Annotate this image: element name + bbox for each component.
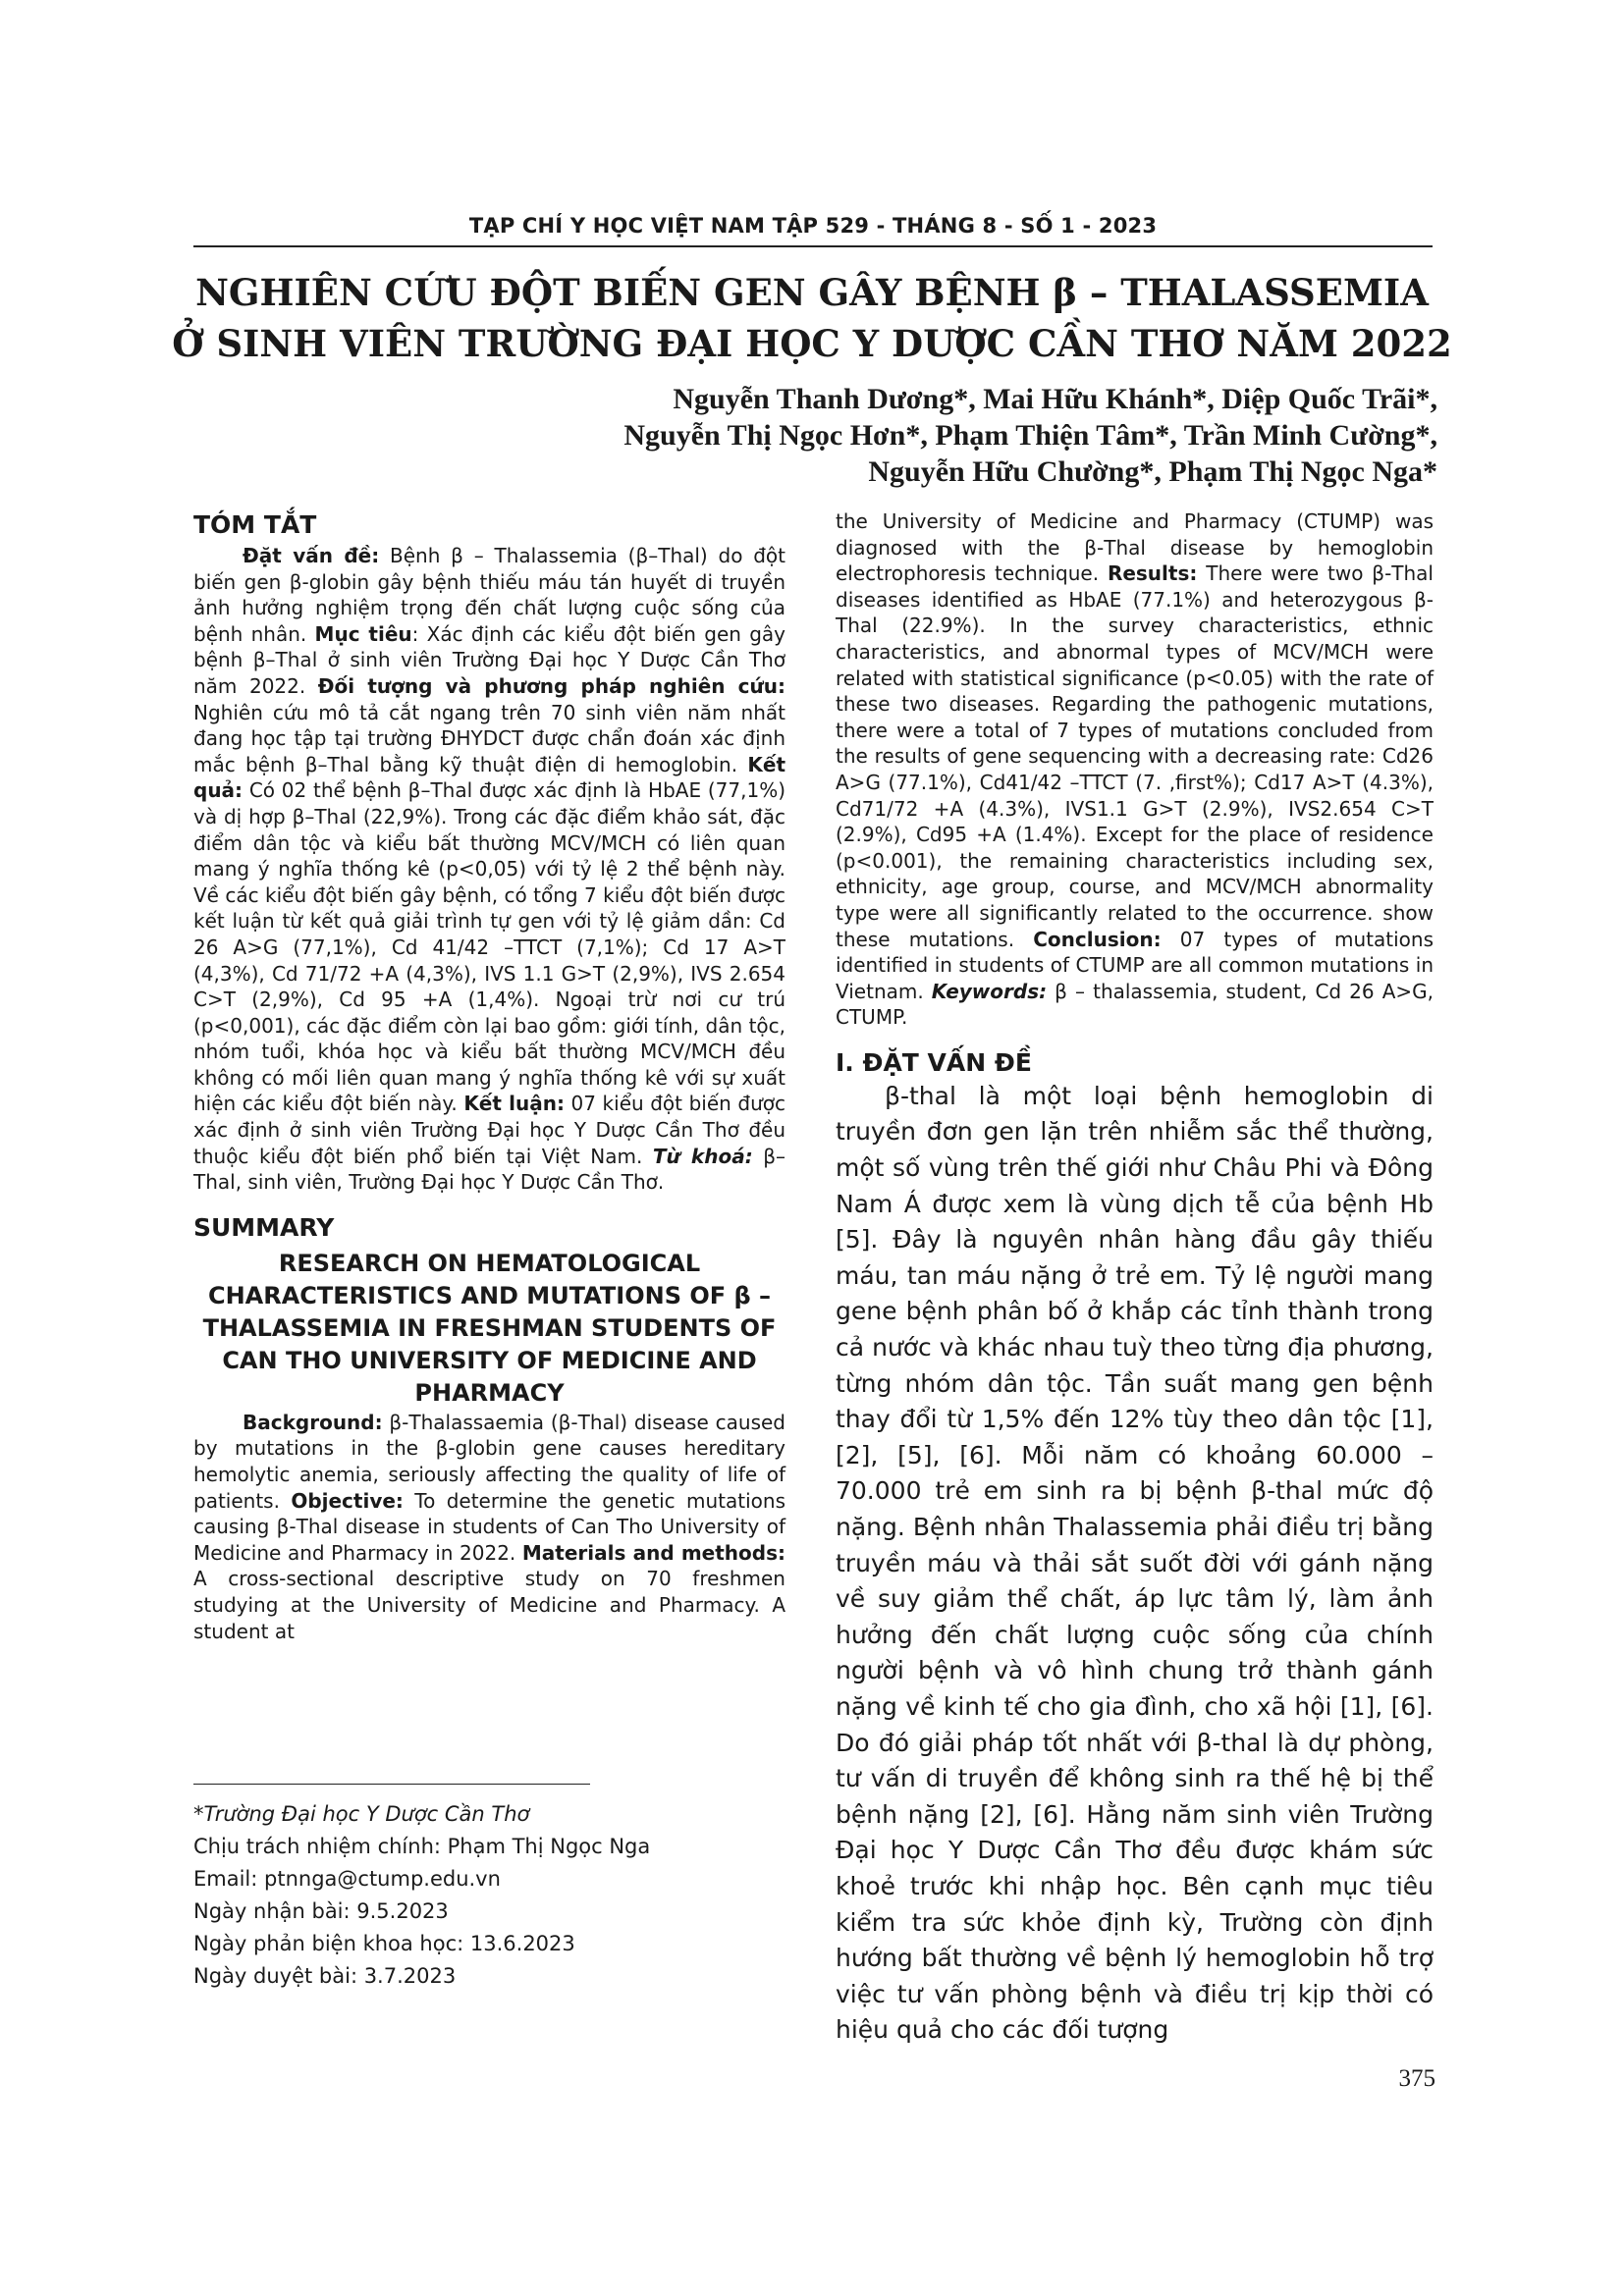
en-abstract-paragraph: [193, 1410, 785, 1644]
vi-results-text: Có 02 thể bệnh β–Thal được xác định là HbAE (77,1%) và dị hợp β–Thal (22,9%). Trong các đặc điểm khảo sát, đặc điểm dân tộc và kiểu bất thường MCV/MCH có liên quan mang ý nghĩa thống kê (p<0,05) với tỷ lệ 2 thể bệnh này. Về các kiểu đột biến gây bệnh, có tổng 7 kiểu đột biến được kết luận từ kết quả giải trình tự gen với tỷ lệ giảm dần: Cd 26 A>G (77,1%), Cd 41/42 –TTCT (7,1%); Cd 17 A>T (4,3%), Cd 71/72 +A (4,3%), IVS 1.1 G>T (2,9%), IVS 2.654 C>T (2,9%), Cd 95 +A (1,4%). Ngoại trừ nơi cư trú (p<0,001), các đặc điểm còn lại bao gồm: giới tính, dân tộc, nhóm tuổi, khóa học và kiểu bất thường MCV/MCH đều không có mối liên quan mang ý nghĩa thống kê với sự xuất hiện các kiểu đột biến này.: [193, 778, 785, 1116]
footnotes: [193, 1798, 783, 1993]
en-objective-text: To determine the genetic mutations causing β-Thal disease in students of Can Tho University of Medicine and Pharmacy in 2022.: [193, 1488, 785, 1565]
en-abstract-left: [193, 1410, 785, 1644]
en-objective-label: Objective:: [291, 1488, 404, 1513]
footnote-email: Email: ptnnga@ctump.edu.vn: [193, 1867, 501, 1891]
section-1-paragraph: β-thal là một loại bệnh hemoglobin di truyền đơn gen lặn trên nhiễm sắc thể thường, một số vùng trên thế giới như Châu Phi và Đông Nam Á được xem là vùng dịch tễ của bệnh Hb [5]. Đây là nguyên nhân hàng đầu gây thiếu máu, tan máu nặng ở trẻ em. Tỷ lệ người mang gene bệnh phân bố ở khắp các tỉnh thành trong cả nước và khác nhau tuỳ theo từng địa phương, từng nhóm dân tộc. Tần suất mang gen bệnh thay đổi từ 1,5% đến 12% tùy theo dân tộc [1], [2], [5], [6]. Mỗi năm có khoảng 60.000 – 70.000 trẻ em sinh ra bị bệnh β-thal mức độ nặng. Bệnh nhân Thalassemia phải điều trị bằng truyền máu và thải sắt suốt đời với gánh nặng về suy giảm thể chất, áp lực tâm lý, làm ảnh hưởng đến chất lượng cuộc sống của chính người bệnh và vô hình chung trở thành gánh nặng về kinh tế cho gia đình, cho xã hội [1], [6]. Do đó giải pháp tốt nhất với β-thal là dự phòng, tư vấn di truyền để không sinh ra thế hệ bị thể bệnh nặng [2], [6]. Hằng năm sinh viên Trường Đại học Y Dược Cần Thơ đều được khám sức khoẻ trước khi nhập học. Bên cạnh mục tiêu kiểm tra sức khỏe định kỳ, Trường còn định hướng bất thường về bệnh lý hemoglobin hỗ trợ việc tư vấn phòng bệnh và điều trị kịp thời có hiệu quả cho các đối tượng: [836, 1081, 1434, 2045]
right-column: [836, 508, 1434, 2049]
vi-background-label: Đặt vấn đề:: [243, 544, 380, 567]
en-methods-text: A cross-sectional descriptive study on 70 freshmen studying at the University of Medicine and Pharmacy. A student at: [193, 1567, 785, 1643]
running-header: TẠP CHÍ Y HỌC VIỆT NAM TẬP 529 - THÁNG 8 - SỐ 1 - 2023: [468, 214, 1158, 238]
vi-results-label: Kết quả:: [193, 752, 785, 803]
author-list: [357, 381, 1437, 490]
footnote-rule: [193, 1784, 590, 1785]
vi-abstract-heading: TÓM TẮT: [193, 510, 317, 539]
vi-objective-label: Mục tiêu: [314, 621, 412, 646]
footnote-reviewed: Ngày phản biện khoa học: 13.6.2023: [193, 1932, 575, 1955]
footnote-received: Ngày nhận bài: 9.5.2023: [193, 1899, 449, 1923]
vi-methods-label: Đối tượng và phương pháp nghiên cứu:: [317, 673, 785, 698]
article-title: [157, 267, 1467, 369]
header-rule: [193, 245, 1433, 247]
vi-keywords-label: Từ khoá:: [652, 1144, 753, 1168]
en-background-text: β-Thalassaemia (β-Thal) disease caused by mutations in the β-globin gene causes hereditary hemolytic anemia, seriously affecting the quality of life of patients.: [193, 1410, 785, 1513]
vi-background-text: Bệnh β – Thalassemia (β–Thal) do đột biến gen β-globin gây bệnh thiếu máu tán huyết di truyền ảnh hưởng nghiệm trọng đến chất lượng cuộc sống của bệnh nhân.: [193, 544, 785, 646]
authors-line-2: Nguyễn Thị Ngọc Hơn*, Phạm Thiện Tâm*, Trần Minh Cường*,: [623, 419, 1437, 452]
title-line-2: Ở SINH VIÊN TRƯỜNG ĐẠI HỌC Y DƯỢC CẦN THƠ NĂM 2022: [172, 322, 1452, 365]
footnote-affiliation: *Trường Đại học Y Dược Cần Thơ: [193, 1802, 530, 1826]
vi-conclusion-label: Kết luận:: [463, 1092, 565, 1116]
vi-objective-text: : Xác định các kiểu đột biến gen gây bệnh β–Thal ở sinh viên Trường Đại học Y Dược Cần Thơ năm 2022.: [193, 621, 785, 698]
en-keywords-text: β – thalassemia, student, Cd 26 A>G, CTUMP.: [836, 979, 1434, 1030]
en-summary-heading: SUMMARY: [193, 1212, 335, 1242]
vi-keywords-text: β–Thal, sinh viên, Trường Đại học Y Dược Cần Thơ.: [193, 1144, 786, 1195]
en-keywords-label: Keywords:: [931, 979, 1048, 1003]
en-results-text: There were two β-Thal diseases identified as HbAE (77.1%) and heterozygous β-Thal (22.9%). In the survey characteristics, ethnic characteristics, and abnormal types of MCV/MCH were related with statistical significance (p<0.05) with the rate of these two diseases. Regarding the pathogenic mutations, there were a total of 7 types of mutations concluded from the results of gene sequencing with a decreasing rate: Cd26 A>G (77.1%), Cd41/42 –TTCT (7. ,first%); Cd17 A>T (4.3%), Cd71/72 +A (4.3%), IVS1.1 G>T (2.9%), IVS2.654 C>T (2.9%), Cd95 +A (1.4%). Except for the place of residence (p<0.001), the remaining characteristics including sex, ethnicity, age group, course, and MCV/MCH abnormality type were all significantly related to the occurrence. show these mutations.: [836, 561, 1434, 951]
en-title: RESEARCH ON HEMATOLOGICAL CHARACTERISTICS AND MUTATIONS OF β – THALASSEMIA IN FRESHMAN STUDENTS OF CAN THO UNIVERSITY OF MEDICINE AND PHARMACY: [202, 1249, 777, 1407]
vi-abstract: [193, 543, 785, 1196]
en-conclusion-label: Conclusion:: [1033, 927, 1162, 951]
en-results-label: Results:: [1107, 561, 1198, 586]
en-abstract-continued: [836, 508, 1434, 1031]
authors-line-3: Nguyễn Hữu Chường*, Phạm Thị Ngọc Nga*: [868, 455, 1437, 488]
vi-abstract-paragraph: [193, 543, 785, 1196]
page-number: 375: [1398, 2065, 1435, 2092]
section-1-heading: I. ĐẶT VẤN ĐỀ: [836, 1047, 1032, 1077]
vi-conclusion-text: 07 kiểu đột biến được xác định ở sinh viên Trường Đại học Y Dược Cần Thơ đều thuộc kiểu đột biến phổ biến tại Việt Nam.: [193, 1092, 785, 1168]
en-conclusion-text: 07 types of mutations identified in students of CTUMP are all common mutations in Vietnam.: [836, 927, 1435, 1003]
footnote-accepted: Ngày duyệt bài: 3.7.2023: [193, 1964, 457, 1988]
section-1-body: [836, 1079, 1434, 2049]
en-abstract-right: [836, 508, 1434, 1031]
title-line-1: NGHIÊN CỨU ĐỘT BIẾN GEN GÂY BỆNH β – THALASSEMIA: [195, 271, 1429, 314]
en-methods-label: Materials and methods:: [521, 1540, 786, 1565]
en-background-label: Background:: [243, 1410, 383, 1434]
vi-methods-text: Nghiên cứu mô tả cắt ngang trên 70 sinh viên năm nhất đang học tập tại trường ĐHYDCT được chẩn đoán xác định mắc bệnh β–Thal bằng kỹ thuật điện di hemoglobin.: [193, 700, 785, 776]
footnote-responsible: Chịu trách nhiệm chính: Phạm Thị Ngọc Nga: [193, 1835, 651, 1858]
left-column: [193, 510, 785, 1644]
en-methods-continued: the University of Medicine and Pharmacy (CTUMP) was diagnosed with the β-Thal disease by hemoglobin electrophoresis technique.: [836, 509, 1434, 586]
authors-line-1: Nguyễn Thanh Dương*, Mai Hữu Khánh*, Diệp Quốc Trãi*,: [673, 383, 1437, 415]
